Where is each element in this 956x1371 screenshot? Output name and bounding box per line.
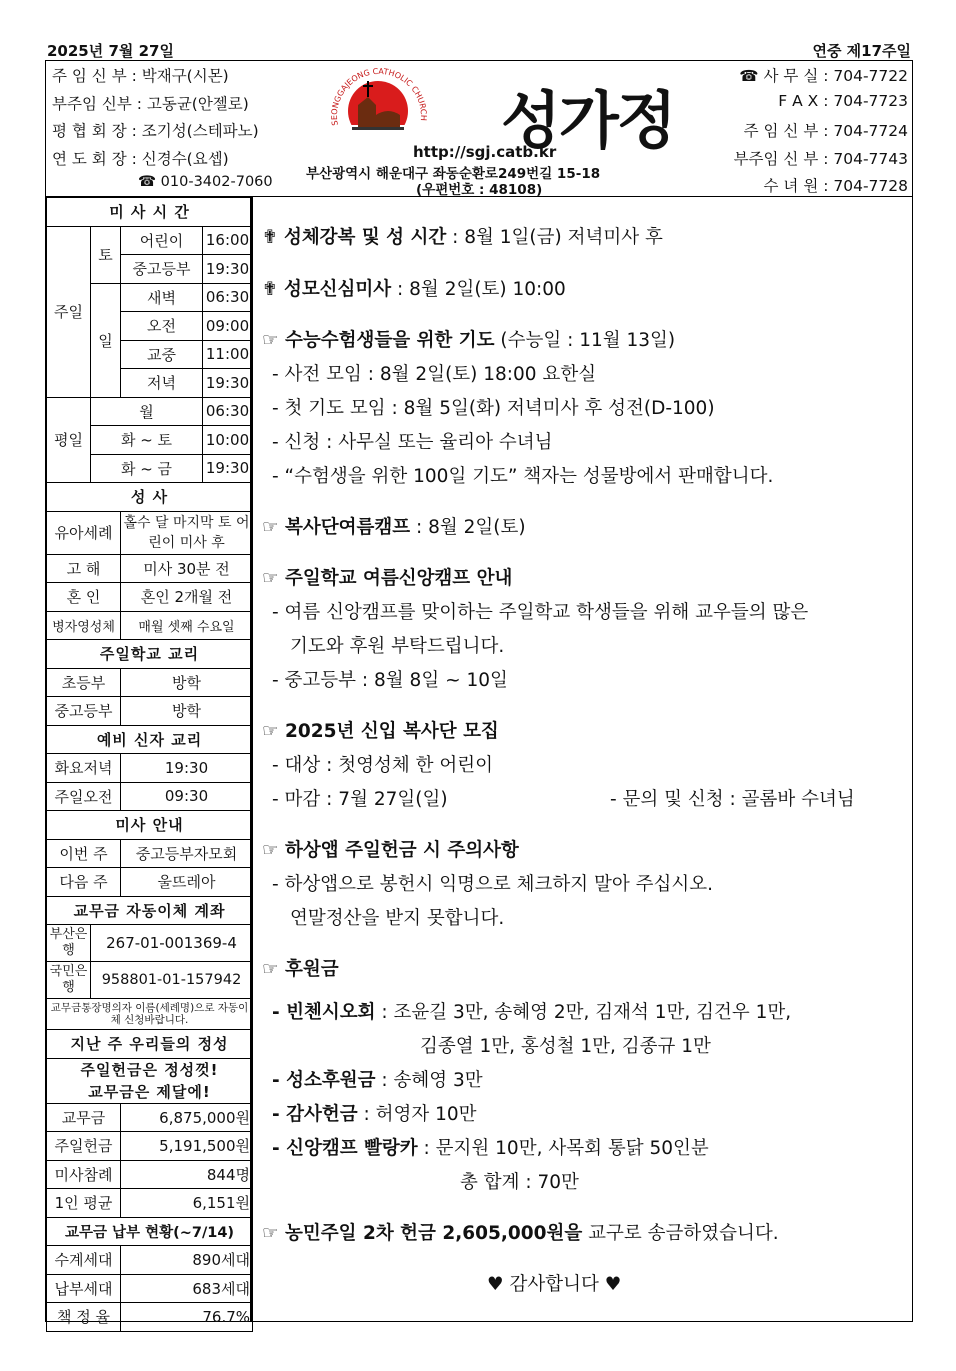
weekday-name: 화 ~ 토 (91, 426, 203, 455)
contact-fax: F A X : 704-7723 (778, 92, 908, 110)
payment-title: 교무금 납부 현황(~7/14) (47, 1217, 253, 1246)
school-name: 중고등부 (47, 697, 121, 726)
bank-name: 국민은행 (47, 962, 91, 999)
mass-time: 11:00 (203, 340, 253, 369)
sacrament-name: 유아세례 (47, 511, 121, 554)
offering-value: 844명 (121, 1160, 253, 1189)
sacrament-name: 병자영성체 (47, 611, 121, 640)
list-item: - 신청 : 사무실 또는 율리아 수녀님 (272, 432, 553, 453)
donation-thanks (272, 1100, 477, 1126)
mass-time: 09:00 (203, 312, 253, 341)
thanks-message: ♥ 감사합니다 ♥ (487, 1274, 622, 1295)
issue-date: 2025년 7월 27일 (47, 42, 174, 60)
payment-value: 76.7% (121, 1303, 253, 1332)
school-name: 초등부 (47, 668, 121, 697)
pastor: 주 임 신 부 : 박재구(시몬) (52, 67, 229, 85)
offering-value: 5,191,500원 (121, 1132, 253, 1161)
list-item: - 첫 기도 모임 : 8월 5일(화) 저녁미사 후 성전(D-100) (272, 398, 715, 419)
offering-name: 주일헌금 (47, 1132, 121, 1161)
announcement-exam-prayer (262, 326, 675, 352)
list-item: - 대상 : 첫영성체 한 어린이 (272, 755, 494, 776)
donation-label: - 성소후원금 (272, 1070, 376, 1091)
announcement-detail: : 8월 2일(토) (410, 517, 526, 538)
announcement-title: ☞ 주일학교 여름신앙캠프 안내 (262, 568, 513, 589)
weekday-time: 19:30 (203, 454, 253, 483)
offering-name: 1인 평균 (47, 1189, 121, 1218)
account-number: 267-01-001369-4 (91, 925, 253, 962)
contact-office: ☎ 사 무 실 : 704-7722 (739, 67, 908, 85)
mass-guide-title: 미사 안내 (47, 811, 253, 840)
sacrament-value: 매월 셋째 수요일 (121, 611, 253, 640)
account-title: 교무금 자동이체 계좌 (47, 896, 253, 925)
sunday-label: 주일 (47, 226, 91, 397)
payment-value: 683세대 (121, 1274, 253, 1303)
announcement-detail: : 8월 1일(금) 저녁미사 후 (446, 227, 663, 248)
donation-text: : 조윤길 3만, 송혜영 2만, 김재석 1만, 김건우 1만, (375, 1002, 792, 1023)
newsletter-title: 성가정 (501, 84, 675, 157)
mass-name: 오전 (121, 312, 203, 341)
school-value: 방학 (121, 697, 253, 726)
sacrament-title: 성 사 (47, 483, 253, 512)
announcement-title: ✟ 성모신심미사 (262, 279, 392, 300)
announcement-altar-camp (262, 513, 526, 539)
payment-name: 수계세대 (47, 1246, 121, 1275)
council-president: 평 협 회 장 : 조기성(스테파노) (52, 122, 259, 140)
weekday-label: 평일 (47, 397, 91, 483)
announcement-title: ☞ 후원금 (262, 959, 339, 980)
donation-continued: 김종열 1만, 홍성철 1만, 김종규 1만 (420, 1036, 711, 1057)
payment-value: 890세대 (121, 1246, 253, 1275)
announcement-detail: 교구로 송금하였습니다. (582, 1223, 779, 1244)
offering-name: 미사참례 (47, 1160, 121, 1189)
mass-guide-name: 이번 주 (47, 839, 121, 868)
donation-camp (272, 1134, 709, 1160)
mass-time: 16:00 (203, 226, 253, 255)
announcement-title: ☞ 복사단여름캠프 (262, 517, 411, 538)
school-value: 방학 (121, 668, 253, 697)
sacrament-name: 고 해 (47, 554, 121, 583)
list-item: - “수험생을 위한 100일 기도” 책자는 성물방에서 판매합니다. (272, 466, 774, 487)
sacrament-name: 혼 인 (47, 583, 121, 612)
mass-name: 저녁 (121, 369, 203, 398)
list-item: - 마감 : 7월 27일(일) (272, 789, 448, 810)
catechumen-name: 화요저녁 (47, 754, 121, 783)
weekday-name: 월 (91, 397, 203, 426)
liturgical-week: 연중 제17주일 (812, 42, 911, 60)
logo-ring (324, 63, 434, 143)
bank-name: 부산은행 (47, 925, 91, 962)
offering-value: 6,875,000원 (121, 1103, 253, 1132)
donation-total: 총 합계 : 70만 (460, 1172, 579, 1193)
contact-pastor: 주 임 신 부 : 704-7724 (743, 122, 908, 140)
parish-address: 부산광역시 해운대구 좌동순환로249번길 15-18 (306, 166, 601, 182)
mass-guide-value: 울뜨레아 (121, 868, 253, 897)
logo-text: SEONGGAJEONG CATHOLIC CHURCH (329, 66, 429, 127)
weekday-time: 06:30 (203, 397, 253, 426)
mass-time: 19:30 (203, 369, 253, 398)
mass-guide-value: 중고등부자모회 (121, 839, 253, 868)
donation-label: - 빈첸시오회 (272, 1002, 376, 1023)
list-item: - 사전 모임 : 8월 2일(토) 18:00 요한실 (272, 364, 597, 385)
catechumen-value: 09:30 (121, 782, 253, 811)
announcement-summer-camp (262, 564, 512, 590)
donation-vocation (272, 1066, 483, 1092)
catechumen-title: 예비 신자 교리 (47, 725, 253, 754)
catechumen-value: 19:30 (121, 754, 253, 783)
weekday-time: 10:00 (203, 426, 253, 455)
donation-label: - 감사헌금 (272, 1104, 358, 1125)
list-item: - 문의 및 신청 : 골롬바 수녀님 (610, 789, 855, 810)
offering-slogan-1: 주일헌금은 정성껏! (47, 1058, 253, 1081)
announcement-hasang-app (262, 836, 519, 862)
announcements (251, 197, 913, 1322)
sacrament-value: 미사 30분 전 (121, 554, 253, 583)
announcement-detail: (수능일 : 11월 13일) (494, 330, 676, 351)
seniors-phone: ☎ 010-3402-7060 (138, 174, 273, 190)
list-item: - 하상앱으로 봉헌시 익명으로 체크하지 말아 주십시오. (272, 874, 714, 895)
mass-name: 중고등부 (121, 255, 203, 284)
account-note: 교무금통장명의자 이름(세례명)으로 자동이체 신청바랍니다. (47, 999, 253, 1030)
mass-times-title: 미 사 시 간 (47, 198, 253, 227)
assistant-pastor: 부주임 신부 : 고동균(안젤로) (52, 95, 249, 113)
weekday-name: 화 ~ 금 (91, 454, 203, 483)
announcement-farmers-sunday (262, 1219, 779, 1245)
sacrament-value: 혼인 2개월 전 (121, 583, 253, 612)
mass-guide-name: 다음 주 (47, 868, 121, 897)
announcement-altar-recruit (262, 717, 499, 743)
masthead (45, 60, 913, 197)
announcement-benediction (262, 223, 663, 249)
donation-text: : 송혜영 3만 (375, 1070, 483, 1091)
account-number: 958801-01-157942 (91, 962, 253, 999)
mass-name: 새벽 (121, 283, 203, 312)
offering-title: 지난 주 우리들의 정성 (47, 1030, 253, 1059)
parish-url[interactable]: http://sgj.catb.kr (413, 143, 557, 161)
announcement-title: ☞ 농민주일 2차 헌금 2,605,000원을 (262, 1223, 583, 1244)
mass-time: 19:30 (203, 255, 253, 284)
offering-value: 6,151원 (121, 1189, 253, 1218)
list-item-continued: 연말정산을 받지 못합니다. (290, 908, 505, 929)
announcement-marian-mass (262, 275, 566, 301)
list-item: - 여름 신앙캠프를 맞이하는 주일학교 학생들을 위해 교우들의 많은 (272, 602, 809, 623)
announcement-detail: : 8월 2일(토) 10:00 (391, 279, 566, 300)
offering-name: 교무금 (47, 1103, 121, 1132)
contact-assistant: 부주임 신 부 : 704-7743 (733, 150, 908, 168)
list-item: - 중고등부 : 8월 8일 ~ 10일 (272, 670, 508, 691)
sacrament-value: 홀수 달 마지막 토 어린이 미사 후 (121, 511, 253, 554)
announcement-title: ☞ 2025년 신입 복사단 모집 (262, 721, 499, 742)
mass-name: 교중 (121, 340, 203, 369)
offering-slogan-2: 교무금은 제달에! (47, 1081, 253, 1104)
postal-code: (우편번호 : 48108) (416, 182, 543, 198)
contact-convent: 수 녀 원 : 704-7728 (763, 177, 908, 195)
announcement-title: ☞ 하상앱 주일헌금 시 주의사항 (262, 840, 519, 861)
donation-vincent (272, 998, 791, 1024)
sidebar (45, 197, 251, 1327)
sunday-school-title: 주일학교 교리 (47, 640, 253, 669)
seniors-president: 연 도 회 장 : 신경수(요셉) (52, 150, 229, 168)
list-item-continued: 기도와 후원 부탁드립니다. (290, 636, 505, 657)
donation-text: : 문지원 10만, 사목회 통닭 50인분 (417, 1138, 709, 1159)
donation-text: : 허영자 10만 (357, 1104, 477, 1125)
mass-time: 06:30 (203, 283, 253, 312)
payment-name: 책 정 율 (47, 1303, 121, 1332)
svg-text:SEONGGAJEONG CATHOLIC CHURCH (330, 67, 428, 126)
catechumen-name: 주일오전 (47, 782, 121, 811)
saturday-label: 토 (91, 226, 121, 283)
mass-name: 어린이 (121, 226, 203, 255)
announcement-title: ☞ 수능수험생들을 위한 기도 (262, 330, 495, 351)
payment-name: 납부세대 (47, 1274, 121, 1303)
announcement-title: ✟ 성체강복 및 성 시간 (262, 227, 447, 248)
announcement-donations (262, 955, 339, 981)
donation-label: - 신앙캠프 빨랑카 (272, 1138, 418, 1159)
sidebar-table (46, 197, 253, 1332)
sunday-day-label: 일 (91, 283, 121, 397)
